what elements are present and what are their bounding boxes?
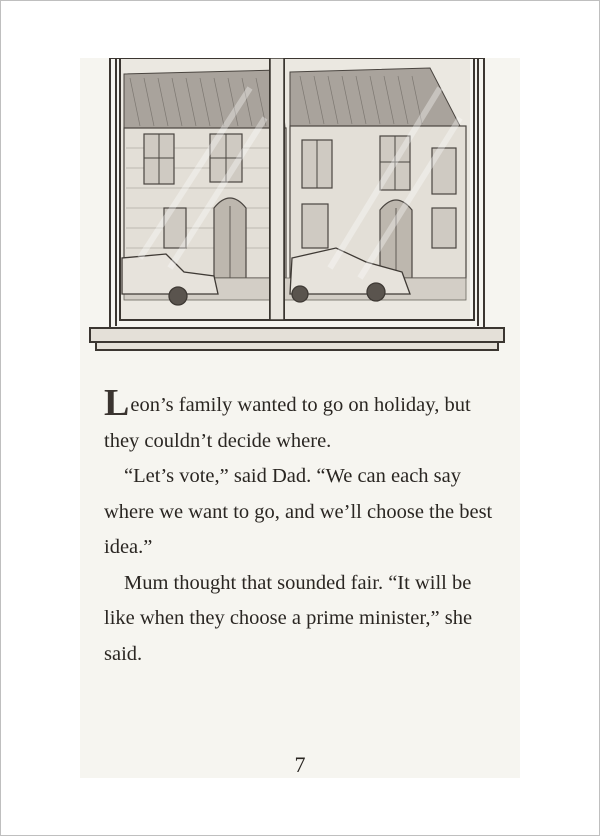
window-street-illustration [80, 58, 520, 358]
page-number: 7 [294, 752, 306, 777]
book-page [80, 58, 520, 778]
story-paragraph-2: “Let’s vote,” said Dad. “We can each say where we want to go, and we’ll choose the best idea.” [104, 465, 493, 558]
drop-cap: L [104, 382, 130, 424]
story-paragraph-3: Mum thought that sounded fair. “It will be like when they choose a prime minister,” she said. [104, 571, 473, 665]
paragraph-1-text: eon’s family wanted to go on holiday, but they couldn’t decide where. [104, 394, 471, 452]
roofs [124, 68, 460, 128]
story-text [104, 382, 504, 672]
story-paragraph-1 [104, 382, 504, 459]
window-sill [90, 328, 504, 350]
